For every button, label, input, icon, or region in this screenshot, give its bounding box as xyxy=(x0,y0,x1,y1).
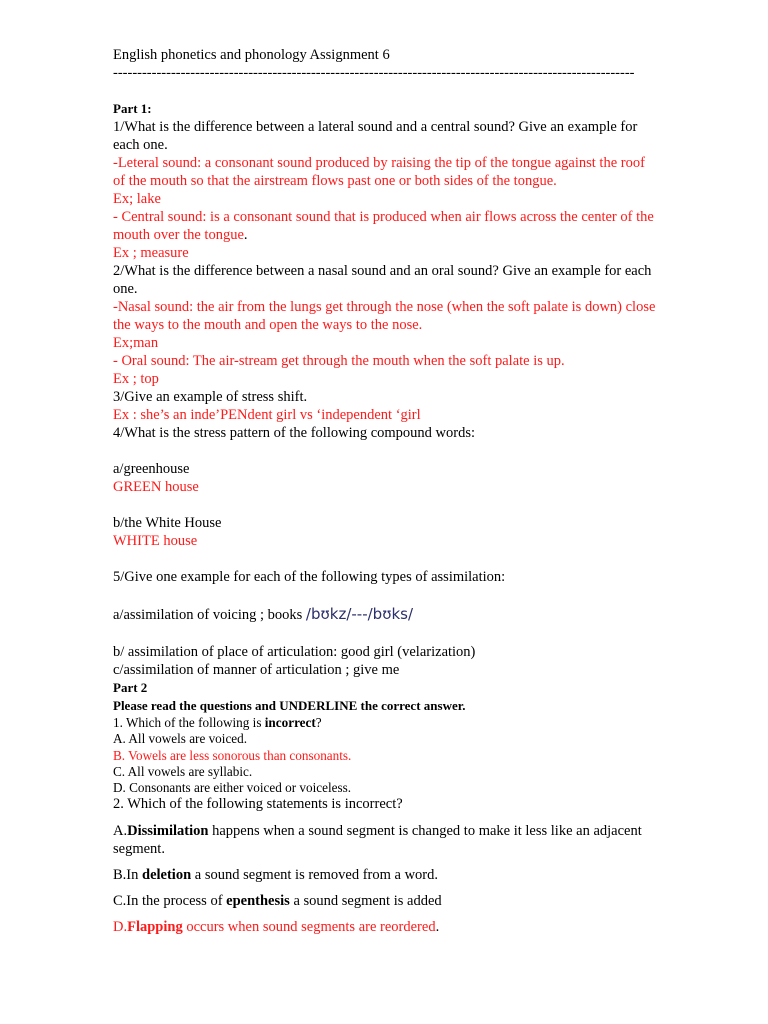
mc-question-1 xyxy=(113,715,658,731)
mc2-option-b xyxy=(113,866,658,884)
document-page xyxy=(113,46,658,936)
spacer xyxy=(113,82,658,100)
mc2-option-c-text: a sound segment is added xyxy=(289,892,442,909)
mc2-option-d-text: occurs when sound segments are reordered xyxy=(182,918,436,935)
mc1-option-d: D. Consonants are either voiced or voiceless. xyxy=(113,780,352,796)
mc2-option-b-text: a sound segment is removed from a word. xyxy=(191,866,438,883)
doc-title: English phonetics and phonology Assignment 6 xyxy=(113,47,390,63)
answer-1-lateral: -Leteral sound: a consonant sound produced by raising the tip of the tongue against the roof of the mouth so that the airstream flows past one or both sides of the tongue. xyxy=(113,155,645,189)
mc2-option-d-dot: . xyxy=(435,918,440,935)
mc2-option-c xyxy=(113,892,658,910)
mc2-option-a xyxy=(113,822,658,858)
mc-question-1-text: 1. Which of the following is xyxy=(113,715,265,730)
separator-rule: ------------------------------------------------------------------------------------------------------------ xyxy=(113,65,635,81)
mc-question-2: 2. Which of the following statements is incorrect? xyxy=(113,796,403,813)
answer-2-oral: - Oral sound: The air-stream get through the mouth when the soft palate is up. xyxy=(113,353,565,369)
question-5a: a/assimilation of voicing ; books xyxy=(113,607,306,623)
spacer xyxy=(113,586,658,604)
spacer xyxy=(113,442,658,460)
answer-1-lateral-example: Ex; lake xyxy=(113,191,161,207)
part2-heading: Part 2 xyxy=(113,680,148,695)
answer-2-nasal: -Nasal sound: the air from the lungs get through the nose (when the soft palate is down) close the ways to the mouth and open the ways to the nose. xyxy=(113,299,656,333)
spacer xyxy=(113,625,658,643)
mc2-option-a-letter: A. xyxy=(113,822,128,839)
question-5: 5/Give one example for each of the following types of assimilation: xyxy=(113,569,506,585)
mc1-option-c: C. All vowels are syllabic. xyxy=(113,763,253,779)
question-2: 2/What is the difference between a nasal sound and an oral sound? Give an example for each one. xyxy=(113,263,652,297)
mc2-option-c-term: epenthesis xyxy=(226,892,290,909)
mc2-option-d xyxy=(113,918,658,936)
answer-3: Ex : she’s an inde’PENdent girl vs ‘independent ‘girl xyxy=(113,407,421,423)
mc-question-1-suffix: ? xyxy=(315,715,322,730)
question-4a: a/greenhouse xyxy=(113,461,190,477)
mc2-option-a-text: happens when a sound segment is changed to make it less like an adjacent segment. xyxy=(113,822,642,857)
question-3: 3/Give an example of stress shift. xyxy=(113,389,308,405)
mc1-option-a: A. All vowels are voiced. xyxy=(113,731,248,747)
answer-1-central-line xyxy=(113,208,658,244)
question-5b: b/ assimilation of place of articulation: good girl (velarization) xyxy=(113,644,476,660)
question-4b: b/the White House xyxy=(113,515,222,531)
answer-4b: WHITE house xyxy=(113,533,198,549)
question-1: 1/What is the difference between a lateral sound and a central sound? Give an example for each one. xyxy=(113,119,638,153)
mc2-option-b-term: deletion xyxy=(142,866,192,883)
mc-question-1-emphasis: incorrect xyxy=(264,715,316,730)
part1-heading: Part 1: xyxy=(113,101,152,116)
question-4: 4/What is the stress pattern of the following compound words: xyxy=(113,425,476,441)
answer-2-nasal-example: Ex;man xyxy=(113,335,159,351)
mc2-option-d-letter: D. xyxy=(113,918,128,935)
question-5c: c/assimilation of manner of articulation ; give me xyxy=(113,662,400,678)
ipa-transcription: /bʊkz/---/bʊks/ xyxy=(305,605,414,623)
mc2-option-a-term: Dissimilation xyxy=(127,822,209,839)
mc2-option-d-term: Flapping xyxy=(127,918,183,935)
question-5a-line xyxy=(113,604,658,625)
spacer xyxy=(113,496,658,514)
answer-1-central: - Central sound: is a consonant sound that is produced when air flows across the center of the mouth over the tongue xyxy=(113,209,654,243)
mc1-option-b: B. Vowels are less sonorous than consonants. xyxy=(113,747,352,763)
answer-2-oral-example: Ex ; top xyxy=(113,371,159,387)
answer-1-central-example: Ex ; measure xyxy=(113,245,189,261)
mc2-option-b-letter: B.In xyxy=(113,866,142,883)
answer-4a: GREEN house xyxy=(113,479,199,495)
mc2-option-c-letter: C.In the process of xyxy=(113,892,227,909)
spacer xyxy=(113,550,658,568)
answer-1-central-dot: . xyxy=(243,227,248,243)
part2-instruction: Please read the questions and UNDERLINE the correct answer. xyxy=(113,698,466,713)
